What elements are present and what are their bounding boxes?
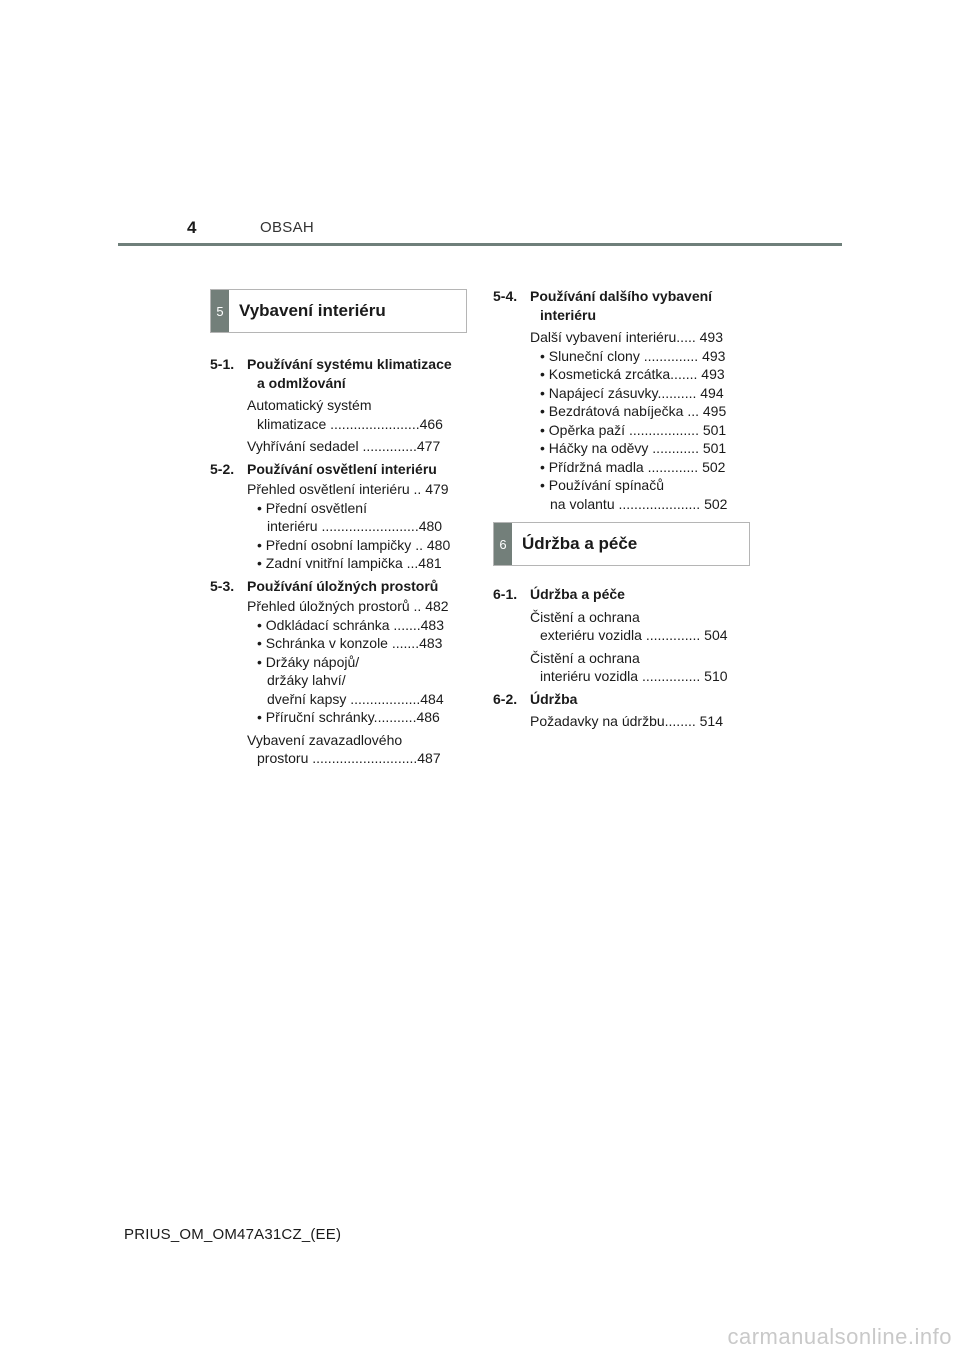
chapter-number: 5-2. <box>210 460 235 477</box>
toc-subentry[interactable]: • Zadní vnitřní lampička ...481 <box>257 555 442 571</box>
chapter-5-2-heading[interactable] <box>210 460 470 479</box>
chapter-title: Používání dalšího vybavení <box>530 288 713 304</box>
toc-entry[interactable]: Čistění a ochrana <box>530 649 640 666</box>
toc-entry[interactable]: Další vybavení interiéru..... 493 <box>530 329 723 345</box>
toc-subentry-cont[interactable]: interiéru .........................480 <box>267 518 443 534</box>
document-code: PRIUS_OM_OM47A31CZ_(EE) <box>124 1226 342 1243</box>
section-5-heading[interactable] <box>210 289 467 333</box>
toc-subentry[interactable]: • Kosmetická zrcátka....... 493 <box>540 366 725 382</box>
toc-entry[interactable]: Vybavení zavazadlového <box>247 731 403 748</box>
toc-entry[interactable]: Vyhřívání sedadel ..............477 <box>247 438 441 454</box>
toc-subentry[interactable]: • Příruční schránky...........486 <box>257 709 440 725</box>
watermark: carmanualsonline.info <box>727 1324 952 1349</box>
toc-subentry[interactable]: • Přídržná madla ............. 502 <box>540 458 726 475</box>
chapter-title: Používání systému klimatizace <box>247 356 452 372</box>
toc-subentry[interactable]: • Opěrka paží .................. 501 <box>540 421 727 438</box>
toc-entry-cont[interactable]: prostoru ...........................487 <box>257 750 441 766</box>
toc-subentry-cont[interactable]: na volantu ..................... 502 <box>550 495 728 512</box>
toc-subentry[interactable]: • Sluneční clony .............. 493 <box>540 347 726 364</box>
toc-entry[interactable]: Přehled osvětlení interiéru .. 479 <box>247 481 449 497</box>
header-rule <box>118 243 842 246</box>
section-6-title: Údržba a péče <box>522 534 638 553</box>
chapter-number: 6-2. <box>493 690 518 707</box>
toc-right-column-upper <box>493 287 753 513</box>
section-5-tab: 5 <box>211 290 229 332</box>
toc-subentry[interactable]: • Odkládací schránka .......483 <box>257 616 444 633</box>
section-6-heading[interactable] <box>493 522 750 566</box>
chapter-6-1-heading[interactable] <box>493 585 753 604</box>
section-6-tab: 6 <box>494 523 512 565</box>
toc-subentry[interactable]: • Přední osvětlení <box>257 499 367 516</box>
chapter-6-2-heading[interactable] <box>493 690 753 709</box>
toc-left-column <box>210 355 470 768</box>
page-number: 4 <box>187 218 197 237</box>
chapter-title: Používání úložných prostorů <box>247 577 439 594</box>
toc-entry-cont[interactable]: klimatizace .......................466 <box>257 415 443 432</box>
toc-subentry[interactable]: • Držáky nápojů/ <box>257 653 360 670</box>
toc-entry-cont[interactable]: exteriéru vozidla .............. 504 <box>540 627 728 643</box>
toc-subentry[interactable]: • Používání spínačů <box>540 477 664 493</box>
chapter-number: 6-1. <box>493 586 518 602</box>
toc-subentry[interactable]: • Napájecí zásuvky.......... 494 <box>540 384 724 401</box>
toc-subentry[interactable]: • Schránka v konzole .......483 <box>257 635 443 651</box>
toc-entry[interactable]: Požadavky na údržbu........ 514 <box>530 713 724 729</box>
toc-entry[interactable]: Čistění a ochrana <box>530 608 640 625</box>
chapter-title: Údržba <box>530 690 578 707</box>
section-5-title: Vybavení interiéru <box>239 301 386 320</box>
toc-entry-cont[interactable]: interiéru vozidla ............... 510 <box>540 668 728 684</box>
toc-subentry[interactable]: • Přední osobní lampičky .. 480 <box>257 536 451 553</box>
toc-entry[interactable]: Automatický systém <box>247 397 372 413</box>
toc-right-column-lower <box>493 585 753 731</box>
chapter-5-4-heading[interactable] <box>493 287 753 306</box>
chapter-5-3-heading[interactable] <box>210 577 470 596</box>
page-title: OBSAH <box>260 219 315 236</box>
chapter-5-1-heading[interactable] <box>210 355 470 374</box>
toc-subentry[interactable]: • Háčky na oděvy ............ 501 <box>540 440 727 456</box>
chapter-title: Údržba a péče <box>530 586 625 602</box>
chapter-title-cont: a odmlžování <box>257 374 346 391</box>
chapter-title: Používání osvětlení interiéru <box>247 460 437 477</box>
toc-subentry-cont[interactable]: dveřní kapsy ..................484 <box>267 690 444 707</box>
chapter-title-cont: interiéru <box>540 306 597 323</box>
toc-entry[interactable]: Přehled úložných prostorů .. 482 <box>247 598 449 614</box>
toc-subentry-cont[interactable]: držáky lahví/ <box>267 672 346 688</box>
chapter-number: 5-3. <box>210 577 235 594</box>
chapter-number: 5-1. <box>210 356 235 372</box>
toc-subentry[interactable]: • Bezdrátová nabíječka ... 495 <box>540 403 727 419</box>
chapter-number: 5-4. <box>493 288 518 304</box>
